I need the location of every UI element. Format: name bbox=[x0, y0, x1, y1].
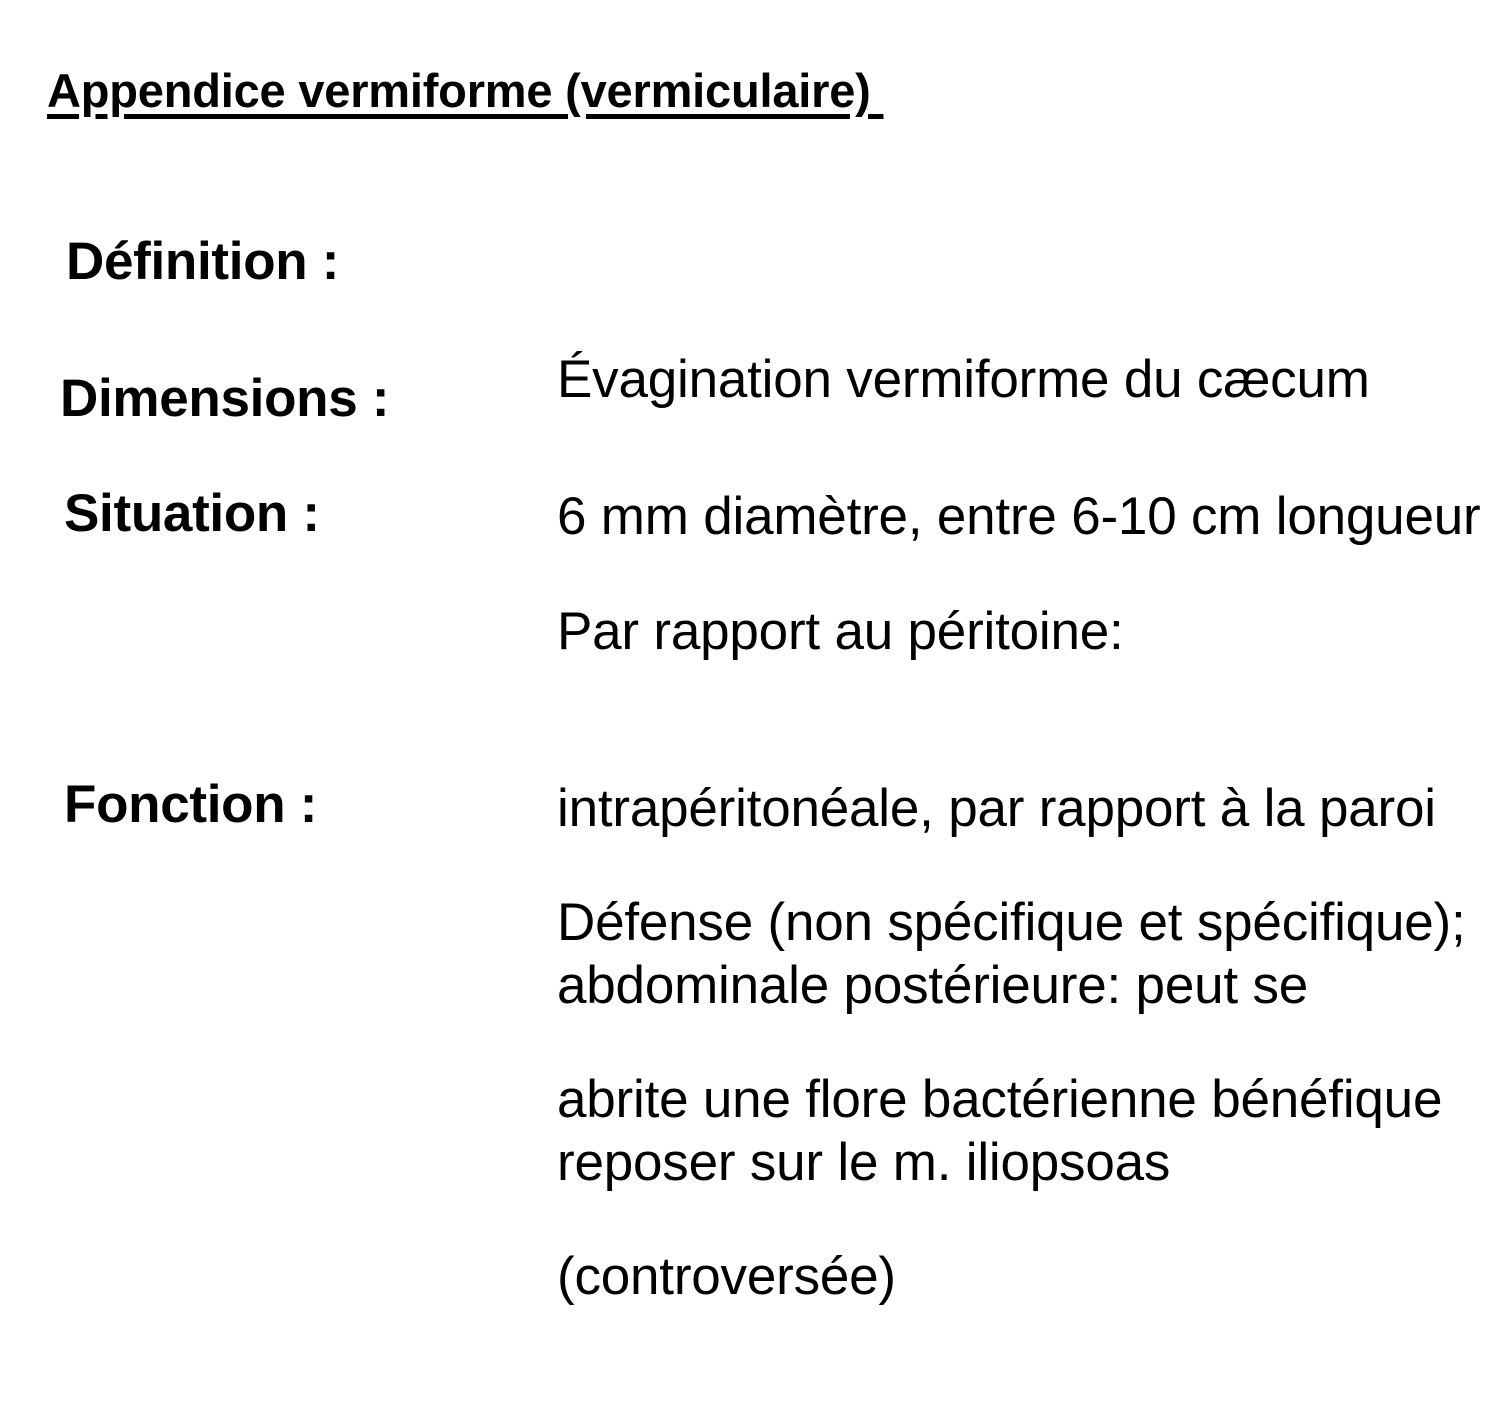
value-line: Défense (non spécifique et spécifique); bbox=[557, 893, 1466, 952]
row-label-situation: Situation : bbox=[64, 484, 320, 543]
value-line: reposer sur le m. iliopsoas bbox=[557, 1133, 1171, 1192]
row-label-definition: Définition : bbox=[66, 232, 340, 291]
row-label-dimensions: Dimensions : bbox=[60, 369, 390, 428]
value-line: (controversée) bbox=[557, 1247, 896, 1306]
page-title: Appendice vermiforme (vermiculaire) bbox=[47, 64, 884, 117]
value-line: intrapéritonéale, par rapport à la paroi bbox=[557, 779, 1436, 838]
value-line: abdominale postérieure: peut se bbox=[557, 956, 1309, 1015]
row-label-fonction: Fonction : bbox=[64, 775, 318, 834]
value-line: Évagination vermiforme du cæcum bbox=[557, 350, 1370, 409]
value-line: Par rapport au péritoine: bbox=[557, 602, 1124, 661]
value-line: 6 mm diamètre, entre 6-10 cm longueur bbox=[557, 487, 1481, 546]
row-value-fonction bbox=[557, 775, 1465, 1424]
value-line: abrite une flore bactérienne bénéfique bbox=[557, 1070, 1443, 1129]
